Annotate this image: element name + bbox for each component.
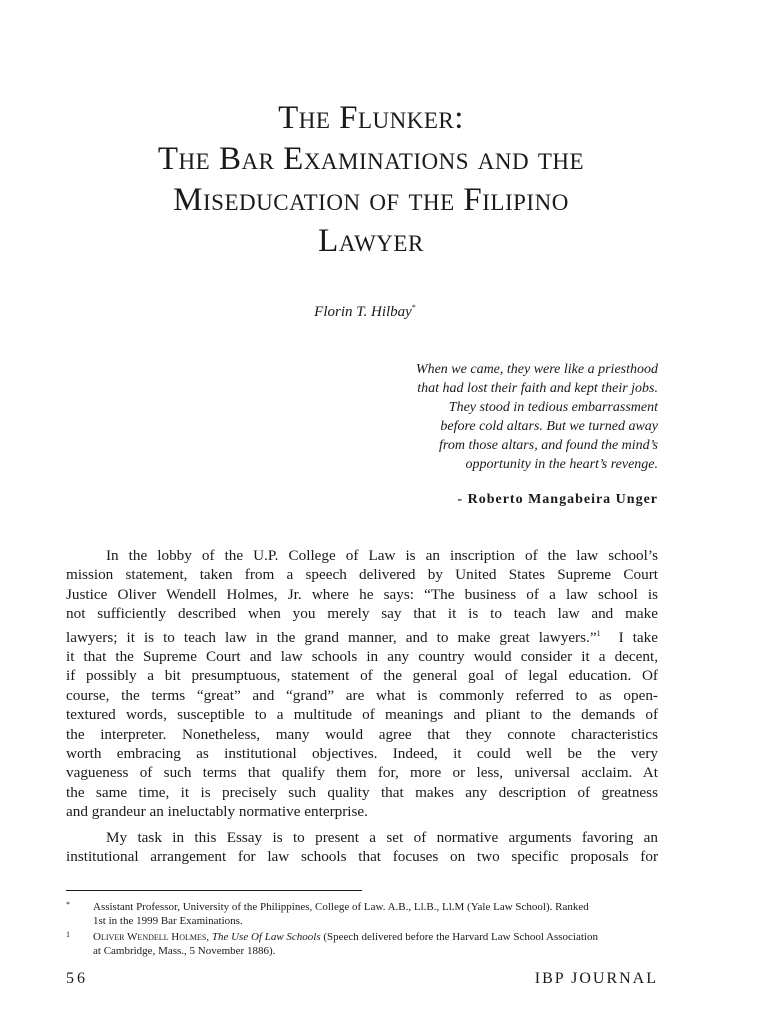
body-line: Justice Oliver Wendell Holmes, Jr. where he says: “The business of a law school is <box>66 585 658 603</box>
body-line: and grandeur an ineluctably normative enterprise. <box>66 803 368 821</box>
page-number: 56 <box>66 970 88 987</box>
body-line: the same time, it is precisely such quality that makes any description of greatness <box>66 783 658 801</box>
body-line: course, the terms “great” and “grand” are what is commonly referred to as open- <box>66 686 658 704</box>
footnote-line: at Cambridge, Mass., 5 November 1886). <box>93 945 276 957</box>
title-line: Miseducation of the Filipino <box>173 182 569 218</box>
epigraph-line: that had lost their faith and kept their jobs. <box>417 381 658 396</box>
author-footnote-mark: * <box>411 303 416 312</box>
footnote-reference[interactable]: 1 <box>596 628 601 638</box>
article-title <box>66 98 676 262</box>
epigraph-line: When we came, they were like a priesthood <box>415 362 658 377</box>
body-line: mission statement, taken from a speech delivered by United States Supreme Court <box>66 566 658 584</box>
body-line: My task in this Essay is to present a set of normative arguments favoring an <box>106 829 658 846</box>
footnote-mark: * <box>66 900 70 909</box>
epigraph-line: opportunity in the heart’s revenge. <box>465 457 658 472</box>
epigraph <box>416 360 658 474</box>
footnote-1 <box>66 930 660 958</box>
title-line: The Bar Examinations and the <box>157 141 585 177</box>
body-line: the interpreter. Nonetheless, many would agree that they connote characteristics <box>66 725 658 743</box>
body-line-text: lawyers; it is to teach law in the grand manner, and to make great lawyers.” <box>66 628 597 646</box>
footnote-mark: 1 <box>66 930 70 939</box>
body-line: worth embracing as institutional objectives. Indeed, it could well be the very <box>66 745 658 763</box>
journal-name: IBP JOURNAL <box>534 970 658 987</box>
citation-rest: (Speech delivered before the Harvard Law School Association <box>320 931 598 943</box>
footnote-line: Assistant Professor, University of the Philippines, College of Law. A.B., Ll.B., Ll.M (Yale Law School). Ranked <box>93 901 589 913</box>
footnote-author <box>66 900 660 928</box>
epigraph-attribution: - Roberto Mangabeira Unger <box>457 492 658 507</box>
body-line: not sufficiently described when you merely say that it is to teach law and make <box>66 605 658 623</box>
body-line: if possibly a bit presumptuous, statement of the general goal of legal education. Of <box>66 667 658 685</box>
body-line: textured words, susceptible to a multitude of meanings and pliant to the demands of <box>66 706 658 724</box>
body-line: it that the Supreme Court and law schools in any country would consider it a decent, <box>66 648 658 666</box>
epigraph-line: from those altars, and found the mind’s <box>439 438 658 453</box>
title-line: The Flunker: <box>278 100 464 136</box>
cited-author: Oliver Wendell Holmes <box>93 931 207 943</box>
body-paragraph-2 <box>66 828 658 867</box>
body-line <box>66 624 658 647</box>
author-byline <box>0 303 730 321</box>
body-line: institutional arrangement for law schools that focuses on two specific proposals for <box>66 848 658 866</box>
body-line: vagueness of such terms that qualify them for, more or less, universal acclaim. At <box>66 764 658 782</box>
footnote-line: 1st in the 1999 Bar Examinations. <box>93 915 243 927</box>
epigraph-line: before cold altars. But we turned away <box>440 419 658 434</box>
cited-title: The Use Of Law Schools <box>211 931 321 943</box>
footnote-rule <box>66 890 362 891</box>
footnote-line: Oliver Wendell Holmes, The Use Of Law Schools (Speech delivered before the Harvard Law School Association <box>93 931 598 943</box>
epigraph-line: They stood in tedious embarrassment <box>448 400 658 415</box>
body-line: In the lobby of the U.P. College of Law is an inscription of the law school’s <box>106 547 658 564</box>
body-line-tail: I take <box>600 628 658 646</box>
author-name: Florin T. Hilbay <box>314 304 412 320</box>
body-paragraph-1 <box>66 546 658 822</box>
title-line: Lawyer <box>318 223 424 259</box>
